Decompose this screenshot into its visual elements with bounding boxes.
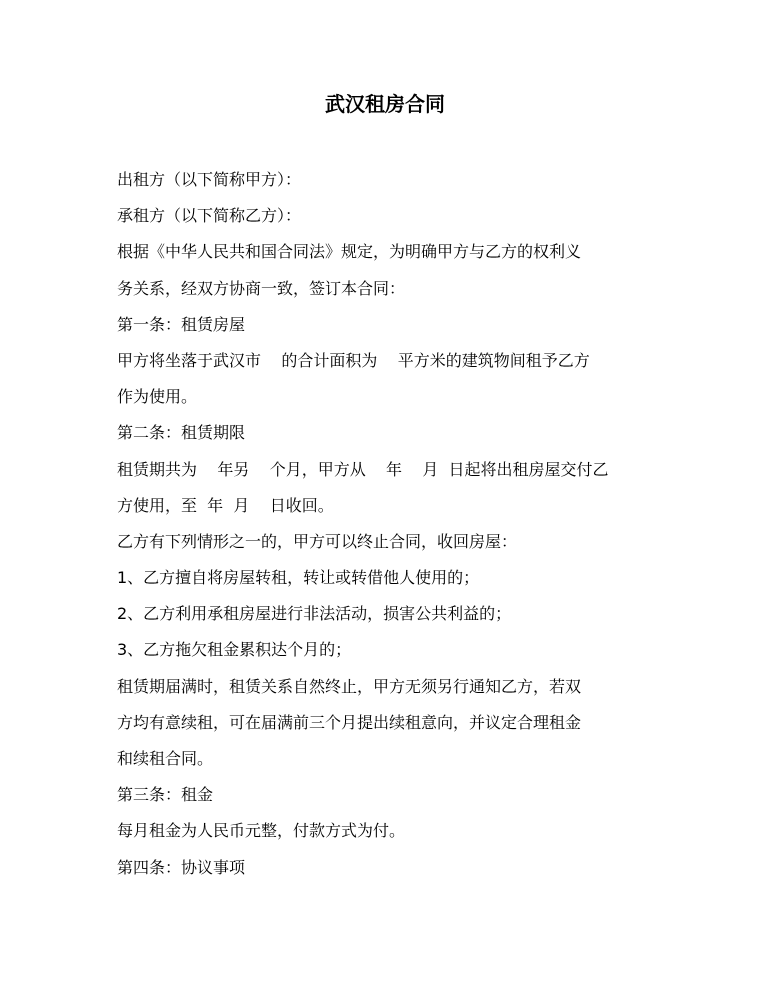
- text-line-lessor: 出租方（以下简称甲方）：: [117, 170, 302, 189]
- text-line-preamble-2: 务关系，经双方协商一致，签订本合同：: [117, 278, 406, 298]
- article-2-heading: 第二条：租赁期限: [117, 423, 246, 443]
- article-1-heading: 第一条：租赁房屋: [117, 314, 246, 334]
- text-line-termination-intro: 乙方有下列情形之一的，甲方可以终止合同，收回房屋：: [117, 531, 518, 551]
- text-line-preamble-1: 根据《中华人民共和国合同法》规定，为明确甲方与乙方的权利义: [117, 242, 582, 262]
- text-line-rent: 每月租金为人民币元整，付款方式为付。: [117, 821, 406, 841]
- text-line-article-1-a: 甲方将坐落于武汉市 的合计面积为 平方米的建筑物间租予乙方: [117, 350, 590, 370]
- text-line-expiry-c: 和续租合同。: [117, 749, 214, 768]
- document-title: 武汉租房合同: [325, 92, 445, 116]
- text-line-expiry-b: 方均有意续租，可在届满前三个月提出续租意向，并议定合理租金: [117, 712, 582, 732]
- text-line-expiry-a: 租赁期届满时，租赁关系自然终止，甲方无须另行通知乙方，若双: [117, 676, 582, 696]
- text-line-termination-1: 1、乙方擅自将房屋转租，转让或转借他人使用的；: [117, 568, 480, 588]
- text-line-article-2-a: 租赁期共为 年另 个月，甲方从 年 月 日起将出租房屋交付乙: [117, 459, 609, 479]
- text-line-article-1-b: 作为使用。: [117, 387, 198, 407]
- text-line-article-2-b: 方使用，至 年 月 日收回。: [117, 495, 334, 515]
- text-line-termination-3: 3、乙方拖欠租金累积达个月的；: [117, 640, 352, 660]
- text-line-lessee: 承租方（以下简称乙方）：: [117, 206, 302, 226]
- article-4-heading: 第四条：协议事项: [117, 857, 246, 877]
- text-line-termination-2: 2、乙方利用承租房屋进行非法活动，损害公共利益的；: [117, 604, 512, 624]
- article-3-heading: 第三条：租金: [117, 785, 214, 805]
- contract-body: [117, 162, 677, 886]
